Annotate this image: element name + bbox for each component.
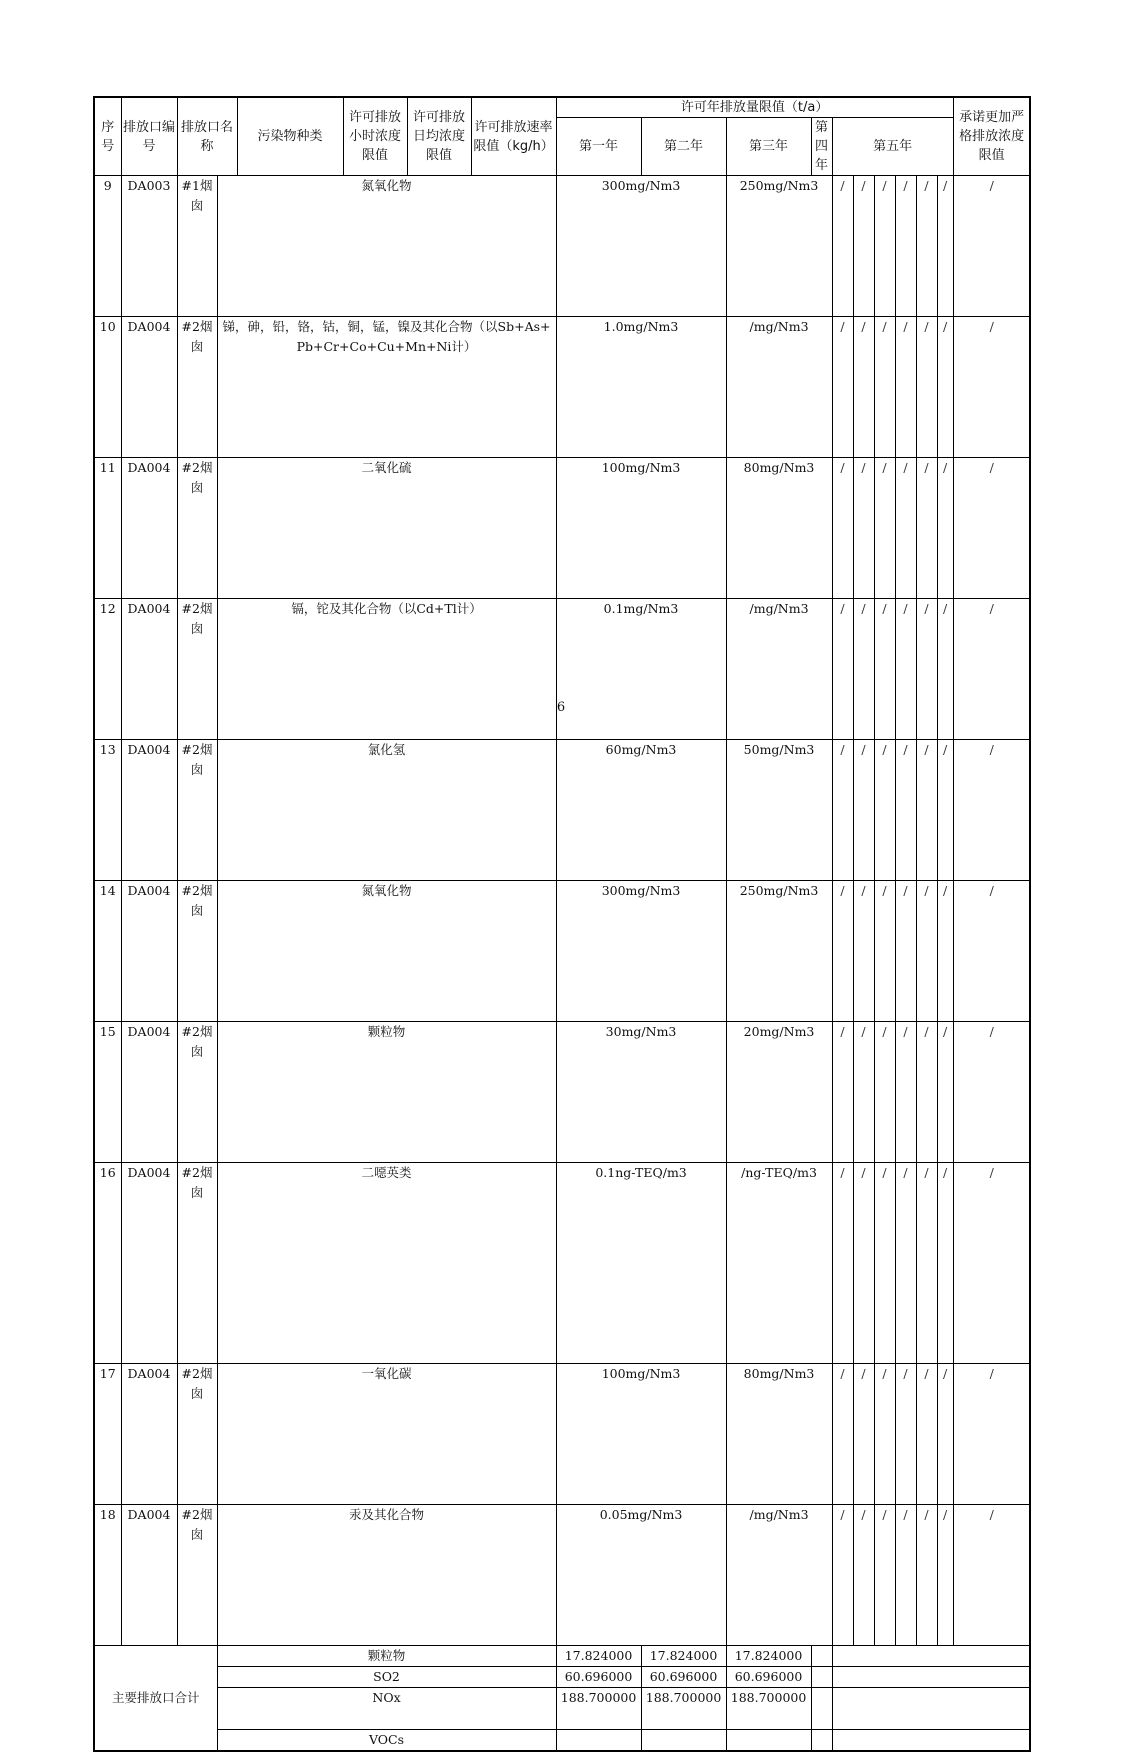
slash-cell: /: [895, 881, 916, 1022]
table-row: [94, 317, 1030, 458]
row-limit-b: 80mg/Nm3: [726, 1364, 832, 1505]
slash-cell: /: [937, 1364, 953, 1505]
summary-year5: [832, 1646, 1030, 1667]
row-limit-b: 250mg/Nm3: [726, 176, 832, 317]
row-outlet-name: #1烟囱: [177, 176, 217, 317]
row-limit-b: /mg/Nm3: [726, 599, 832, 740]
row-pollutant: 二噁英类: [217, 1163, 556, 1364]
slash-cell: /: [874, 458, 895, 599]
row-pollutant: 氮氧化物: [217, 881, 556, 1022]
slash-cell: /: [937, 176, 953, 317]
slash-cell: /: [895, 1364, 916, 1505]
row-limit-b: /ng-TEQ/m3: [726, 1163, 832, 1364]
slash-cell: /: [895, 1505, 916, 1646]
table-row: [94, 599, 1030, 740]
row-limit-a: 0.1ng-TEQ/m3: [556, 1163, 726, 1364]
slash-cell: /: [916, 1022, 937, 1163]
summary-year1: [556, 1730, 641, 1752]
row-limit-a: 0.1mg/Nm3: [556, 599, 726, 740]
row-outlet-code: DA003: [121, 176, 177, 317]
header-stricter: 承诺更加严格排放浓度限值: [953, 97, 1030, 176]
slash-cell: /: [874, 740, 895, 881]
row-limit-b: 50mg/Nm3: [726, 740, 832, 881]
slash-cell: /: [853, 1364, 874, 1505]
slash-cell: /: [937, 1163, 953, 1364]
row-limit-b: /mg/Nm3: [726, 1505, 832, 1646]
table-row: [94, 1163, 1030, 1364]
row-outlet-code: DA004: [121, 740, 177, 881]
row-limit-b: 250mg/Nm3: [726, 881, 832, 1022]
slash-cell: /: [937, 458, 953, 599]
summary-year5: [832, 1667, 1030, 1688]
row-seq: 16: [94, 1163, 121, 1364]
summary-row: [94, 1730, 1030, 1752]
row-pollutant: 镉，铊及其化合物（以Cd+Tl计）: [217, 599, 556, 740]
row-limit-b: 20mg/Nm3: [726, 1022, 832, 1163]
slash-cell: /: [916, 1505, 937, 1646]
row-outlet-name: #2烟囱: [177, 1505, 217, 1646]
slash-cell: /: [832, 599, 853, 740]
summary-year4: [811, 1730, 832, 1752]
slash-cell: /: [874, 1163, 895, 1364]
slash-cell: /: [832, 1022, 853, 1163]
header-outlet-name: 排放口名称: [177, 97, 237, 176]
row-outlet-name: #2烟囱: [177, 1364, 217, 1505]
slash-cell: /: [853, 1505, 874, 1646]
row-pollutant: 锑，砷，铅，铬，钴，铜，锰，镍及其化合物（以Sb+As+Pb+Cr+Co+Cu+Mn+Ni计）: [217, 317, 556, 458]
header-year4: 第四年: [811, 118, 832, 176]
slash-cell: /: [874, 881, 895, 1022]
row-outlet-name: #2烟囱: [177, 1022, 217, 1163]
header-rate: 许可排放速率限值（kg/h）: [471, 97, 556, 176]
slash-cell: /: [832, 458, 853, 599]
summary-year4: [811, 1667, 832, 1688]
row-seq: 15: [94, 1022, 121, 1163]
slash-cell: /: [953, 599, 1030, 740]
row-limit-a: 100mg/Nm3: [556, 1364, 726, 1505]
table-row: [94, 740, 1030, 881]
slash-cell: /: [916, 458, 937, 599]
slash-cell: /: [874, 1022, 895, 1163]
header-year5: 第五年: [832, 118, 953, 176]
slash-cell: /: [832, 881, 853, 1022]
slash-cell: /: [953, 1505, 1030, 1646]
slash-cell: /: [916, 881, 937, 1022]
page-number: 6: [556, 700, 566, 715]
row-outlet-name: #2烟囱: [177, 1163, 217, 1364]
row-seq: 9: [94, 176, 121, 317]
row-limit-a: 1.0mg/Nm3: [556, 317, 726, 458]
header-year2: 第二年: [641, 118, 726, 176]
slash-cell: /: [953, 317, 1030, 458]
row-pollutant: 氮氧化物: [217, 176, 556, 317]
row-pollutant: 汞及其化合物: [217, 1505, 556, 1646]
slash-cell: /: [832, 1364, 853, 1505]
row-seq: 18: [94, 1505, 121, 1646]
row-pollutant: 氯化氢: [217, 740, 556, 881]
summary-year5: [832, 1730, 1030, 1752]
row-limit-a: 0.05mg/Nm3: [556, 1505, 726, 1646]
row-outlet-code: DA004: [121, 1505, 177, 1646]
slash-cell: /: [953, 1163, 1030, 1364]
summary-pollutant: SO2: [217, 1667, 556, 1688]
table-row: [94, 881, 1030, 1022]
table-row: [94, 1022, 1030, 1163]
row-pollutant: 颗粒物: [217, 1022, 556, 1163]
slash-cell: /: [953, 1364, 1030, 1505]
summary-year2: [641, 1730, 726, 1752]
row-limit-b: /mg/Nm3: [726, 317, 832, 458]
summary-year5: [832, 1688, 1030, 1730]
summary-pollutant: VOCs: [217, 1730, 556, 1752]
row-outlet-name: #2烟囱: [177, 881, 217, 1022]
summary-year2: 17.824000: [641, 1646, 726, 1667]
slash-cell: /: [853, 1022, 874, 1163]
summary-year1: 17.824000: [556, 1646, 641, 1667]
summary-row: [94, 1667, 1030, 1688]
slash-cell: /: [916, 599, 937, 740]
slash-cell: /: [937, 881, 953, 1022]
summary-pollutant: NOx: [217, 1688, 556, 1730]
row-seq: 14: [94, 881, 121, 1022]
slash-cell: /: [874, 599, 895, 740]
slash-cell: /: [874, 1505, 895, 1646]
row-seq: 17: [94, 1364, 121, 1505]
summary-year3: 17.824000: [726, 1646, 811, 1667]
slash-cell: /: [953, 458, 1030, 599]
permit-limits-table: [93, 96, 1031, 1752]
row-outlet-code: DA004: [121, 317, 177, 458]
summary-pollutant: 颗粒物: [217, 1646, 556, 1667]
row-pollutant: 一氧化碳: [217, 1364, 556, 1505]
table-row: [94, 458, 1030, 599]
slash-cell: /: [937, 599, 953, 740]
row-seq: 12: [94, 599, 121, 740]
table-row: [94, 1505, 1030, 1646]
slash-cell: /: [916, 740, 937, 881]
row-limit-a: 60mg/Nm3: [556, 740, 726, 881]
summary-year1: 60.696000: [556, 1667, 641, 1688]
slash-cell: /: [853, 176, 874, 317]
slash-cell: /: [895, 599, 916, 740]
row-limit-a: 100mg/Nm3: [556, 458, 726, 599]
slash-cell: /: [853, 317, 874, 458]
slash-cell: /: [953, 176, 1030, 317]
row-limit-b: 80mg/Nm3: [726, 458, 832, 599]
header-pollutant: 污染物种类: [237, 97, 343, 176]
slash-cell: /: [916, 1163, 937, 1364]
summary-year3: [726, 1730, 811, 1752]
row-outlet-code: DA004: [121, 1163, 177, 1364]
row-limit-a: 300mg/Nm3: [556, 176, 726, 317]
row-pollutant: 二氧化硫: [217, 458, 556, 599]
slash-cell: /: [853, 1163, 874, 1364]
slash-cell: /: [853, 599, 874, 740]
slash-cell: /: [832, 317, 853, 458]
summary-row: [94, 1688, 1030, 1730]
slash-cell: /: [832, 1163, 853, 1364]
row-seq: 13: [94, 740, 121, 881]
summary-year4: [811, 1646, 832, 1667]
summary-label: 主要排放口合计: [94, 1646, 217, 1752]
slash-cell: /: [874, 317, 895, 458]
slash-cell: /: [953, 1022, 1030, 1163]
row-outlet-name: #2烟囱: [177, 740, 217, 881]
slash-cell: /: [937, 1505, 953, 1646]
slash-cell: /: [895, 317, 916, 458]
header-year3: 第三年: [726, 118, 811, 176]
slash-cell: /: [853, 458, 874, 599]
row-outlet-code: DA004: [121, 599, 177, 740]
slash-cell: /: [937, 1022, 953, 1163]
row-seq: 11: [94, 458, 121, 599]
table-row: [94, 1364, 1030, 1505]
slash-cell: /: [895, 740, 916, 881]
header-outlet-code: 排放口编号: [121, 97, 177, 176]
slash-cell: /: [832, 740, 853, 881]
slash-cell: /: [916, 317, 937, 458]
row-outlet-code: DA004: [121, 881, 177, 1022]
row-outlet-name: #2烟囱: [177, 458, 217, 599]
slash-cell: /: [853, 740, 874, 881]
summary-row: [94, 1646, 1030, 1667]
slash-cell: /: [953, 740, 1030, 881]
slash-cell: /: [895, 1022, 916, 1163]
row-outlet-name: #2烟囱: [177, 317, 217, 458]
row-outlet-code: DA004: [121, 1022, 177, 1163]
slash-cell: /: [874, 176, 895, 317]
row-limit-a: 300mg/Nm3: [556, 881, 726, 1022]
summary-year2: 188.700000: [641, 1688, 726, 1730]
slash-cell: /: [832, 176, 853, 317]
header-annual-group: 许可年排放量限值（t/a）: [556, 97, 953, 118]
row-outlet-name: #2烟囱: [177, 599, 217, 740]
summary-year3: 188.700000: [726, 1688, 811, 1730]
header-year1: 第一年: [556, 118, 641, 176]
slash-cell: /: [874, 1364, 895, 1505]
summary-year4: [811, 1688, 832, 1730]
slash-cell: /: [953, 881, 1030, 1022]
summary-year1: 188.700000: [556, 1688, 641, 1730]
slash-cell: /: [895, 176, 916, 317]
header-seq: 序号: [94, 97, 121, 176]
header-hour-conc: 许可排放小时浓度限值: [343, 97, 407, 176]
row-outlet-code: DA004: [121, 458, 177, 599]
slash-cell: /: [853, 881, 874, 1022]
slash-cell: /: [895, 458, 916, 599]
slash-cell: /: [937, 317, 953, 458]
slash-cell: /: [832, 1505, 853, 1646]
slash-cell: /: [937, 740, 953, 881]
row-outlet-code: DA004: [121, 1364, 177, 1505]
table-row: [94, 176, 1030, 317]
slash-cell: /: [916, 176, 937, 317]
row-limit-a: 30mg/Nm3: [556, 1022, 726, 1163]
slash-cell: /: [895, 1163, 916, 1364]
summary-year2: 60.696000: [641, 1667, 726, 1688]
summary-year3: 60.696000: [726, 1667, 811, 1688]
header-day-conc: 许可排放日均浓度限值: [407, 97, 471, 176]
row-seq: 10: [94, 317, 121, 458]
slash-cell: /: [916, 1364, 937, 1505]
